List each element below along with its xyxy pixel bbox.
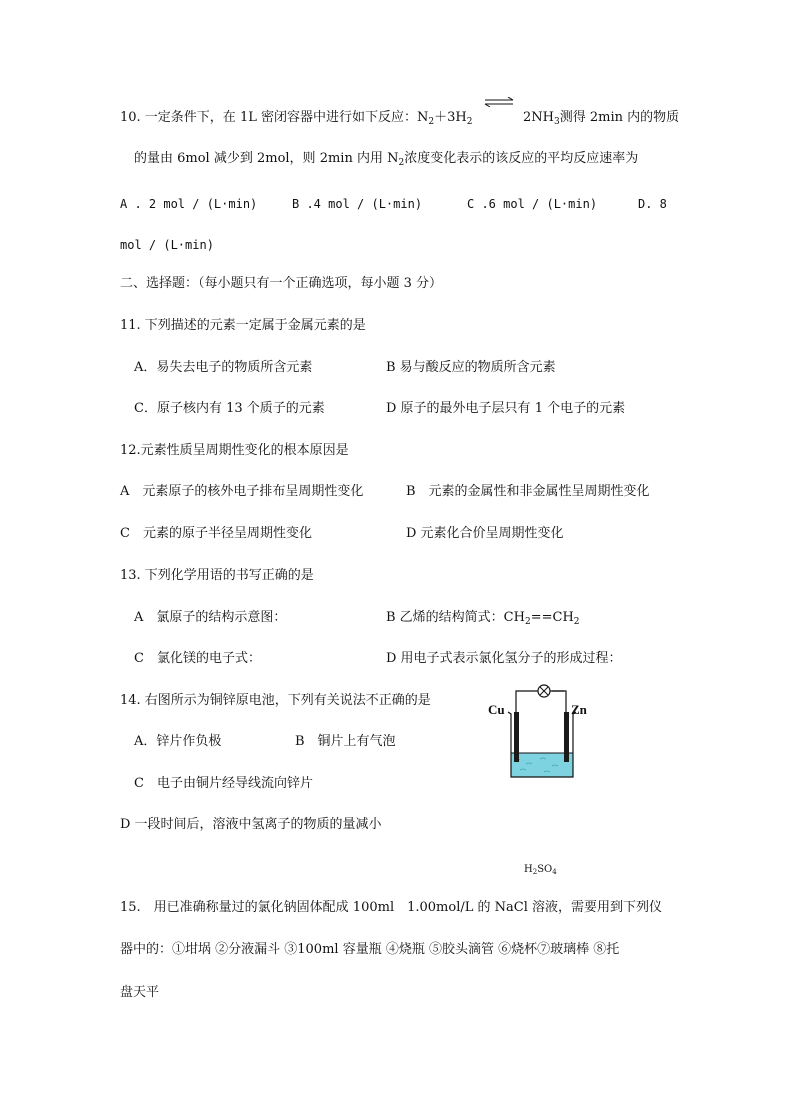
q12-option-c: C 元素的原子半径呈周期性变化 [120, 526, 312, 541]
q11-option-b: B 易与酸反应的物质所含元素 [386, 360, 556, 375]
figure-electrolyte-label: $H_2SO_4$ [524, 864, 557, 876]
q12-option-a: A 元素原子的核外电子排布呈周期性变化 [120, 484, 364, 499]
q15-line3: 盘天平 [120, 985, 160, 1000]
q14-option-a: A．锌片作负极 [134, 734, 222, 749]
q14-option-c: C 电子由铜片经导线流向锌片 [134, 776, 313, 791]
figure-label-cu: Cu [488, 702, 505, 717]
q12-option-d: D 元素化合价呈周期性变化 [406, 526, 564, 541]
galvanometer-icon [538, 685, 550, 697]
q10-line2: 的量由 6mol 减少到 2mol，则 2min 内用 $N_2$浓度变化表示的该反应的平均反应速率为 [134, 151, 639, 168]
q10-option-b: B .4 mol / (L·min) [292, 197, 423, 211]
equilibrium-arrow-icon [484, 97, 514, 107]
q13-option-b: B 乙烯的结构简式：$CH_2==CH_2$ [386, 610, 580, 627]
figure-label-zn: Zn [571, 702, 587, 717]
electrolyte-solution [511, 753, 573, 777]
copper-electrode [514, 712, 519, 762]
section-heading: 二、选择题：（每小题只有一个正确选项，每小题 3 分） [120, 276, 443, 291]
q10-option-d: D. 8 [638, 197, 667, 211]
q10-option-c: C .6 mol / (L·min) [467, 197, 598, 211]
q12-stem: 12.元素性质呈周期性变化的根本原因是 [120, 443, 349, 458]
q10-option-a: A . 2 mol / (L·min) [120, 197, 258, 211]
q13-option-a: A 氯原子的结构示意图： [134, 610, 287, 625]
q11-option-d: D 原子的最外电子层只有 1 个电子的元素 [386, 401, 626, 416]
q10-option-d-continued: mol / (L·min) [120, 238, 214, 252]
galvanic-cell-diagram [486, 684, 610, 784]
q15-line1: 15. 用已准确称量过的氯化钠固体配成 100ml 1.00mol/L 的 NaCl 溶液，需要用到下列仪 [120, 900, 663, 915]
q14-option-b: B 铜片上有气泡 [295, 734, 396, 749]
q15-line2: 器中的：①坩埚 ②分液漏斗 ③100ml 容量瓶 ④烧瓶 ⑤胶头滴管 ⑥烧杯⑦玻璃棒 ⑧托 [120, 942, 620, 957]
q10-line1-continued: $2NH_3$测得 2min 内的物质 [523, 110, 680, 127]
q11-option-c: C．原子核内有 13 个质子的元素 [134, 401, 325, 416]
zinc-electrode [564, 712, 569, 762]
q13-option-d: D 用电子式表示氯化氢分子的形成过程： [386, 651, 622, 666]
q13-option-c: C 氯化镁的电子式： [134, 651, 261, 666]
q13-stem: 13. 下列化学用语的书写正确的是 [120, 568, 314, 583]
q14-option-d: D 一段时间后，溶液中氢离子的物质的量减小 [120, 817, 382, 832]
q11-option-a: A．易失去电子的物质所含元素 [134, 360, 313, 375]
q10-line1: 10. 一定条件下，在 1L 密闭容器中进行如下反应：$N_2+3H_2$ [120, 110, 473, 127]
q11-stem: 11. 下列描述的元素一定属于金属元素的是 [120, 318, 366, 333]
q12-option-b: B 元素的金属性和非金属性呈周期性变化 [406, 484, 650, 499]
q14-stem: 14. 右图所示为铜锌原电池，下列有关说法不正确的是 [120, 693, 431, 708]
